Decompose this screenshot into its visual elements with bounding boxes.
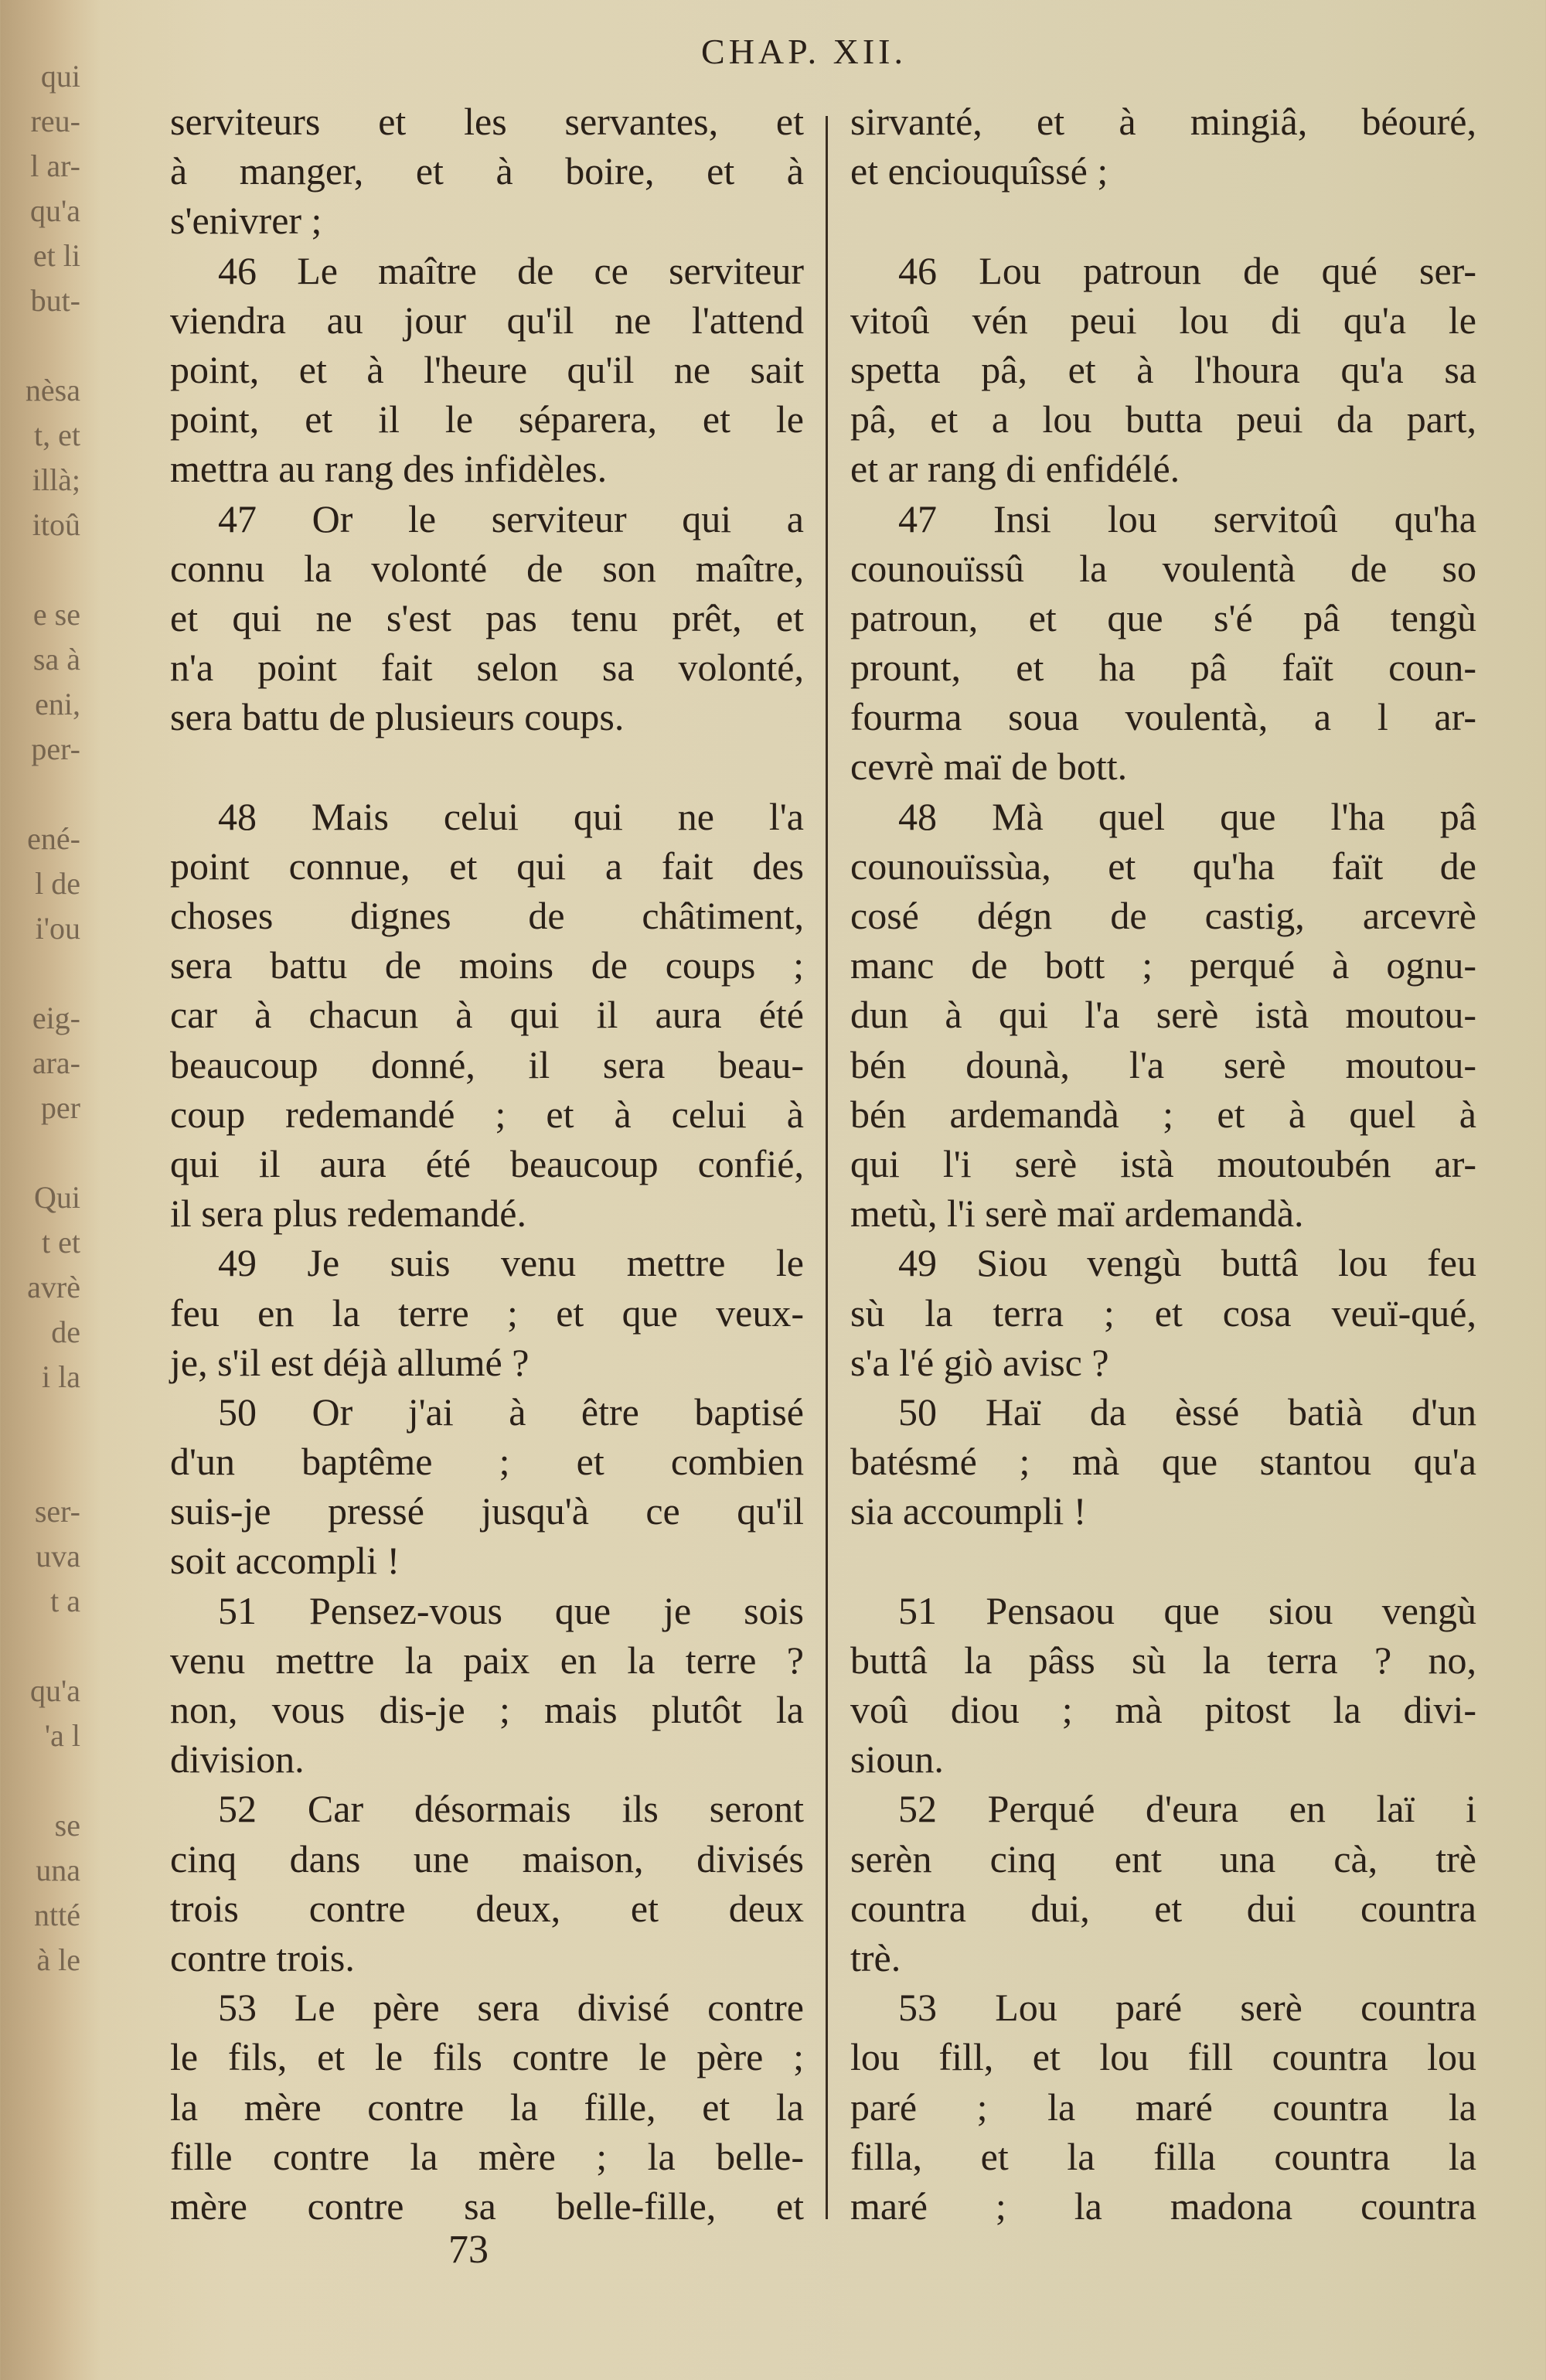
text-line: mettra au rang des infidèles. xyxy=(170,447,608,491)
text-line: le fils, et le fils contre le père ; xyxy=(170,2035,804,2079)
text-line: point connue, et qui a fait des xyxy=(170,844,804,888)
left-column-french xyxy=(170,97,804,2231)
bleed-fragment: à le xyxy=(36,1942,80,1977)
text-line: filla, et la filla countra la xyxy=(850,2134,1476,2178)
bleed-fragment xyxy=(0,951,80,996)
text-line: serèn cinq ent una cà, trè xyxy=(850,1836,1476,1880)
text-line: prount, et ha pâ faït coun- xyxy=(850,646,1476,690)
bleed-fragment: ntté xyxy=(34,1898,80,1932)
bleed-fragment: e se xyxy=(32,597,80,632)
verse-start-line: 48 Mà quel que l'ha pâ xyxy=(898,794,1476,838)
text-line: sera battu de moins de coups ; xyxy=(170,943,804,987)
bleed-fragment: uva xyxy=(36,1539,80,1574)
text-line: beaucoup donné, il sera beau- xyxy=(170,1042,804,1086)
text-line: car à chacun à qui il aura été xyxy=(170,993,804,1037)
verse-start-line: 47 Insi lou servitoû qu'ha xyxy=(898,496,1476,540)
text-line: sera battu de plusieurs coups. xyxy=(170,695,625,739)
text-line: et ar rang di enfidélé. xyxy=(850,447,1180,491)
verse-start-line: 52 Car désormais ils seront xyxy=(218,1787,804,1831)
bleed-fragment: ser- xyxy=(34,1494,80,1529)
text-line: metù, l'i serè maï ardemandà. xyxy=(850,1192,1304,1236)
bleed-fragment: i la xyxy=(42,1359,80,1394)
column-divider xyxy=(826,116,828,2219)
bleed-fragment xyxy=(0,1444,80,1489)
text-line: coup redemandé ; et à celui à xyxy=(170,1092,804,1136)
blank-line xyxy=(850,196,1476,245)
text-line: patroun, et que s'é pâ tengù xyxy=(850,595,1476,639)
text-line: la mère contre la fille, et la xyxy=(170,2085,804,2129)
bleed-fragment xyxy=(0,1400,80,1444)
text-line: sioun. xyxy=(850,1737,944,1782)
verse-start-line: 49 Je suis venu mettre le xyxy=(218,1241,804,1285)
bleed-fragment: t, et xyxy=(34,418,80,452)
bleed-fragment: 'a l xyxy=(44,1718,80,1753)
bleed-fragment xyxy=(0,1624,80,1669)
verse-start-line: 48 Mais celui qui ne l'a xyxy=(218,794,804,838)
text-line: point, et à l'heure qu'il ne sait xyxy=(170,347,804,391)
bleed-fragment: et li xyxy=(32,238,80,273)
text-line: paré ; la maré countra la xyxy=(850,2085,1476,2129)
text-line: non, vous dis-je ; mais plutôt la xyxy=(170,1688,804,1731)
text-line: sia accoumpli ! xyxy=(850,1489,1087,1533)
text-line: counouïssùa, et qu'ha faït de xyxy=(850,844,1476,888)
chapter-heading: CHAP. XII. xyxy=(701,32,907,71)
bleed-fragment: per xyxy=(40,1090,80,1125)
bleed-fragment: l ar- xyxy=(30,148,80,183)
bleed-fragment: se xyxy=(54,1808,80,1843)
verse-start-line: 50 Or j'ai à être baptisé xyxy=(218,1389,804,1434)
verse-start-line: 51 Pensaou que siou vengù xyxy=(898,1588,1476,1632)
text-line: d'un baptême ; et combien xyxy=(170,1440,804,1484)
bleed-fragment: but- xyxy=(30,283,80,318)
text-line: sù la terra ; et cosa veuï-qué, xyxy=(850,1291,1476,1335)
text-line: viendra au jour qu'il ne l'attend xyxy=(170,298,804,342)
text-line: serviteurs et les servantes, et xyxy=(170,100,804,143)
blank-line xyxy=(850,1536,1476,1585)
right-column-nicard xyxy=(850,97,1476,2231)
text-line: spetta pâ, et à l'houra qu'a sa xyxy=(850,347,1476,391)
text-line: lou fill, et lou fill countra lou xyxy=(850,2035,1476,2079)
facing-page-bleed xyxy=(0,0,85,2380)
bleed-fragment: illà; xyxy=(32,462,80,497)
bleed-fragment: per- xyxy=(31,731,80,766)
bleed-fragment: l de xyxy=(35,866,80,901)
bleed-fragment: eig- xyxy=(32,1001,80,1035)
verse-start-line: 52 Perqué d'eura en laï i xyxy=(898,1787,1476,1831)
text-line: fille contre la mère ; la belle- xyxy=(170,2134,804,2178)
text-line: trè. xyxy=(850,1935,901,1979)
bleed-fragment: avrè xyxy=(27,1270,80,1304)
verse-start-line: 47 Or le serviteur qui a xyxy=(218,496,804,540)
verse-start-line: 49 Siou vengù buttâ lou feu xyxy=(898,1241,1476,1285)
bleed-fragment: eni, xyxy=(35,687,80,721)
text-line: manc de bott ; perqué à ognu- xyxy=(850,943,1476,987)
verse-start-line: 53 Lou paré serè countra xyxy=(898,1986,1476,2030)
text-line: countra dui, et dui countra xyxy=(850,1886,1476,1930)
text-line: et qui ne s'est pas tenu prêt, et xyxy=(170,595,804,639)
text-line: venu mettre la paix en la terre ? xyxy=(170,1638,804,1682)
bleed-fragment xyxy=(0,1130,80,1175)
bleed-fragment: reu- xyxy=(30,104,80,138)
bleed-fragment: itoû xyxy=(32,507,80,542)
text-line: buttâ la pâss sù la terra ? no, xyxy=(850,1638,1476,1682)
text-line: s'enivrer ; xyxy=(170,199,322,243)
text-line: voû diou ; mà pitost la divi- xyxy=(850,1688,1476,1731)
text-line: division. xyxy=(170,1737,305,1782)
bleed-fragment: ara- xyxy=(32,1045,80,1080)
text-line: connu la volonté de son maître, xyxy=(170,546,804,590)
bleed-fragment xyxy=(0,772,80,817)
bleed-fragment xyxy=(0,323,80,368)
text-line: qui il aura été beaucoup confié, xyxy=(170,1141,804,1185)
blank-line xyxy=(170,742,804,791)
text-line: point, et il le séparera, et le xyxy=(170,397,804,442)
text-line: à manger, et à boire, et à xyxy=(170,149,804,193)
text-line: feu en la terre ; et que veux- xyxy=(170,1291,804,1335)
bleed-fragment xyxy=(0,547,80,592)
text-line: cosé dégn de castig, arcevrè xyxy=(850,894,1476,937)
verse-start-line: 46 Le maître de ce serviteur xyxy=(218,248,804,292)
text-line: pâ, et a lou butta peui da part, xyxy=(850,397,1476,442)
text-line: suis-je pressé jusqu'à ce qu'il xyxy=(170,1489,804,1533)
verse-start-line: 51 Pensez-vous que je sois xyxy=(218,1588,804,1632)
bleed-fragment: i'ou xyxy=(35,911,80,946)
bleed-fragment: t a xyxy=(50,1584,80,1618)
text-line: n'a point fait selon sa volonté, xyxy=(170,646,804,690)
text-line: contre trois. xyxy=(170,1935,355,1979)
bleed-fragment: nèsa xyxy=(25,373,80,407)
text-line: vitoû vén peui lou di qu'a le xyxy=(850,298,1476,342)
text-line: s'a l'é giò avisc ? xyxy=(850,1340,1109,1384)
text-line: je, s'il est déjà allumé ? xyxy=(170,1340,530,1384)
bleed-fragment: qu'a xyxy=(30,1673,80,1708)
text-line: batésmé ; mà que stantou qu'a xyxy=(850,1440,1476,1484)
bleed-fragment: de xyxy=(51,1314,80,1349)
bleed-fragment: t et xyxy=(42,1225,80,1260)
running-header xyxy=(0,31,1546,72)
text-line: counouïssû la voulentà de so xyxy=(850,546,1476,590)
verse-start-line: 50 Haï da èssé batià d'un xyxy=(898,1389,1476,1434)
bleed-fragment: una xyxy=(36,1853,80,1887)
text-line: et enciouquîssé ; xyxy=(850,149,1108,193)
bleed-fragment: ené- xyxy=(27,821,80,856)
bleed-fragment: qu'a xyxy=(30,193,80,228)
text-line: maré ; la madona countra xyxy=(850,2184,1476,2228)
text-line: choses dignes de châtiment, xyxy=(170,894,804,937)
text-line: cevrè maï de bott. xyxy=(850,745,1128,789)
text-line: sirvanté, et à mingiâ, béouré, xyxy=(850,100,1476,143)
text-line: dun à qui l'a serè istà moutou- xyxy=(850,993,1476,1037)
text-line: mère contre sa belle-fille, et xyxy=(170,2184,804,2228)
verse-start-line: 46 Lou patroun de qué ser- xyxy=(898,248,1476,292)
bleed-fragment: sa à xyxy=(32,642,80,677)
text-line: fourma soua voulentà, a l ar- xyxy=(850,695,1476,739)
bleed-fragment: qui xyxy=(40,59,80,94)
verse-start-line: 53 Le père sera divisé contre xyxy=(218,1986,804,2030)
text-line: trois contre deux, et deux xyxy=(170,1886,804,1930)
text-line: soit accompli ! xyxy=(170,1539,400,1583)
text-line: qui l'i serè istà moutoubén ar- xyxy=(850,1141,1476,1185)
text-line: il sera plus redemandé. xyxy=(170,1192,526,1236)
bleed-fragment xyxy=(0,1758,80,1803)
text-line: cinq dans une maison, divisés xyxy=(170,1836,804,1880)
page-number: 73 xyxy=(448,2228,489,2272)
text-line: bén ardemandà ; et à quel à xyxy=(850,1092,1476,1136)
text-line: bén dounà, l'a serè moutou- xyxy=(850,1042,1476,1086)
bleed-fragment: Qui xyxy=(34,1180,80,1215)
